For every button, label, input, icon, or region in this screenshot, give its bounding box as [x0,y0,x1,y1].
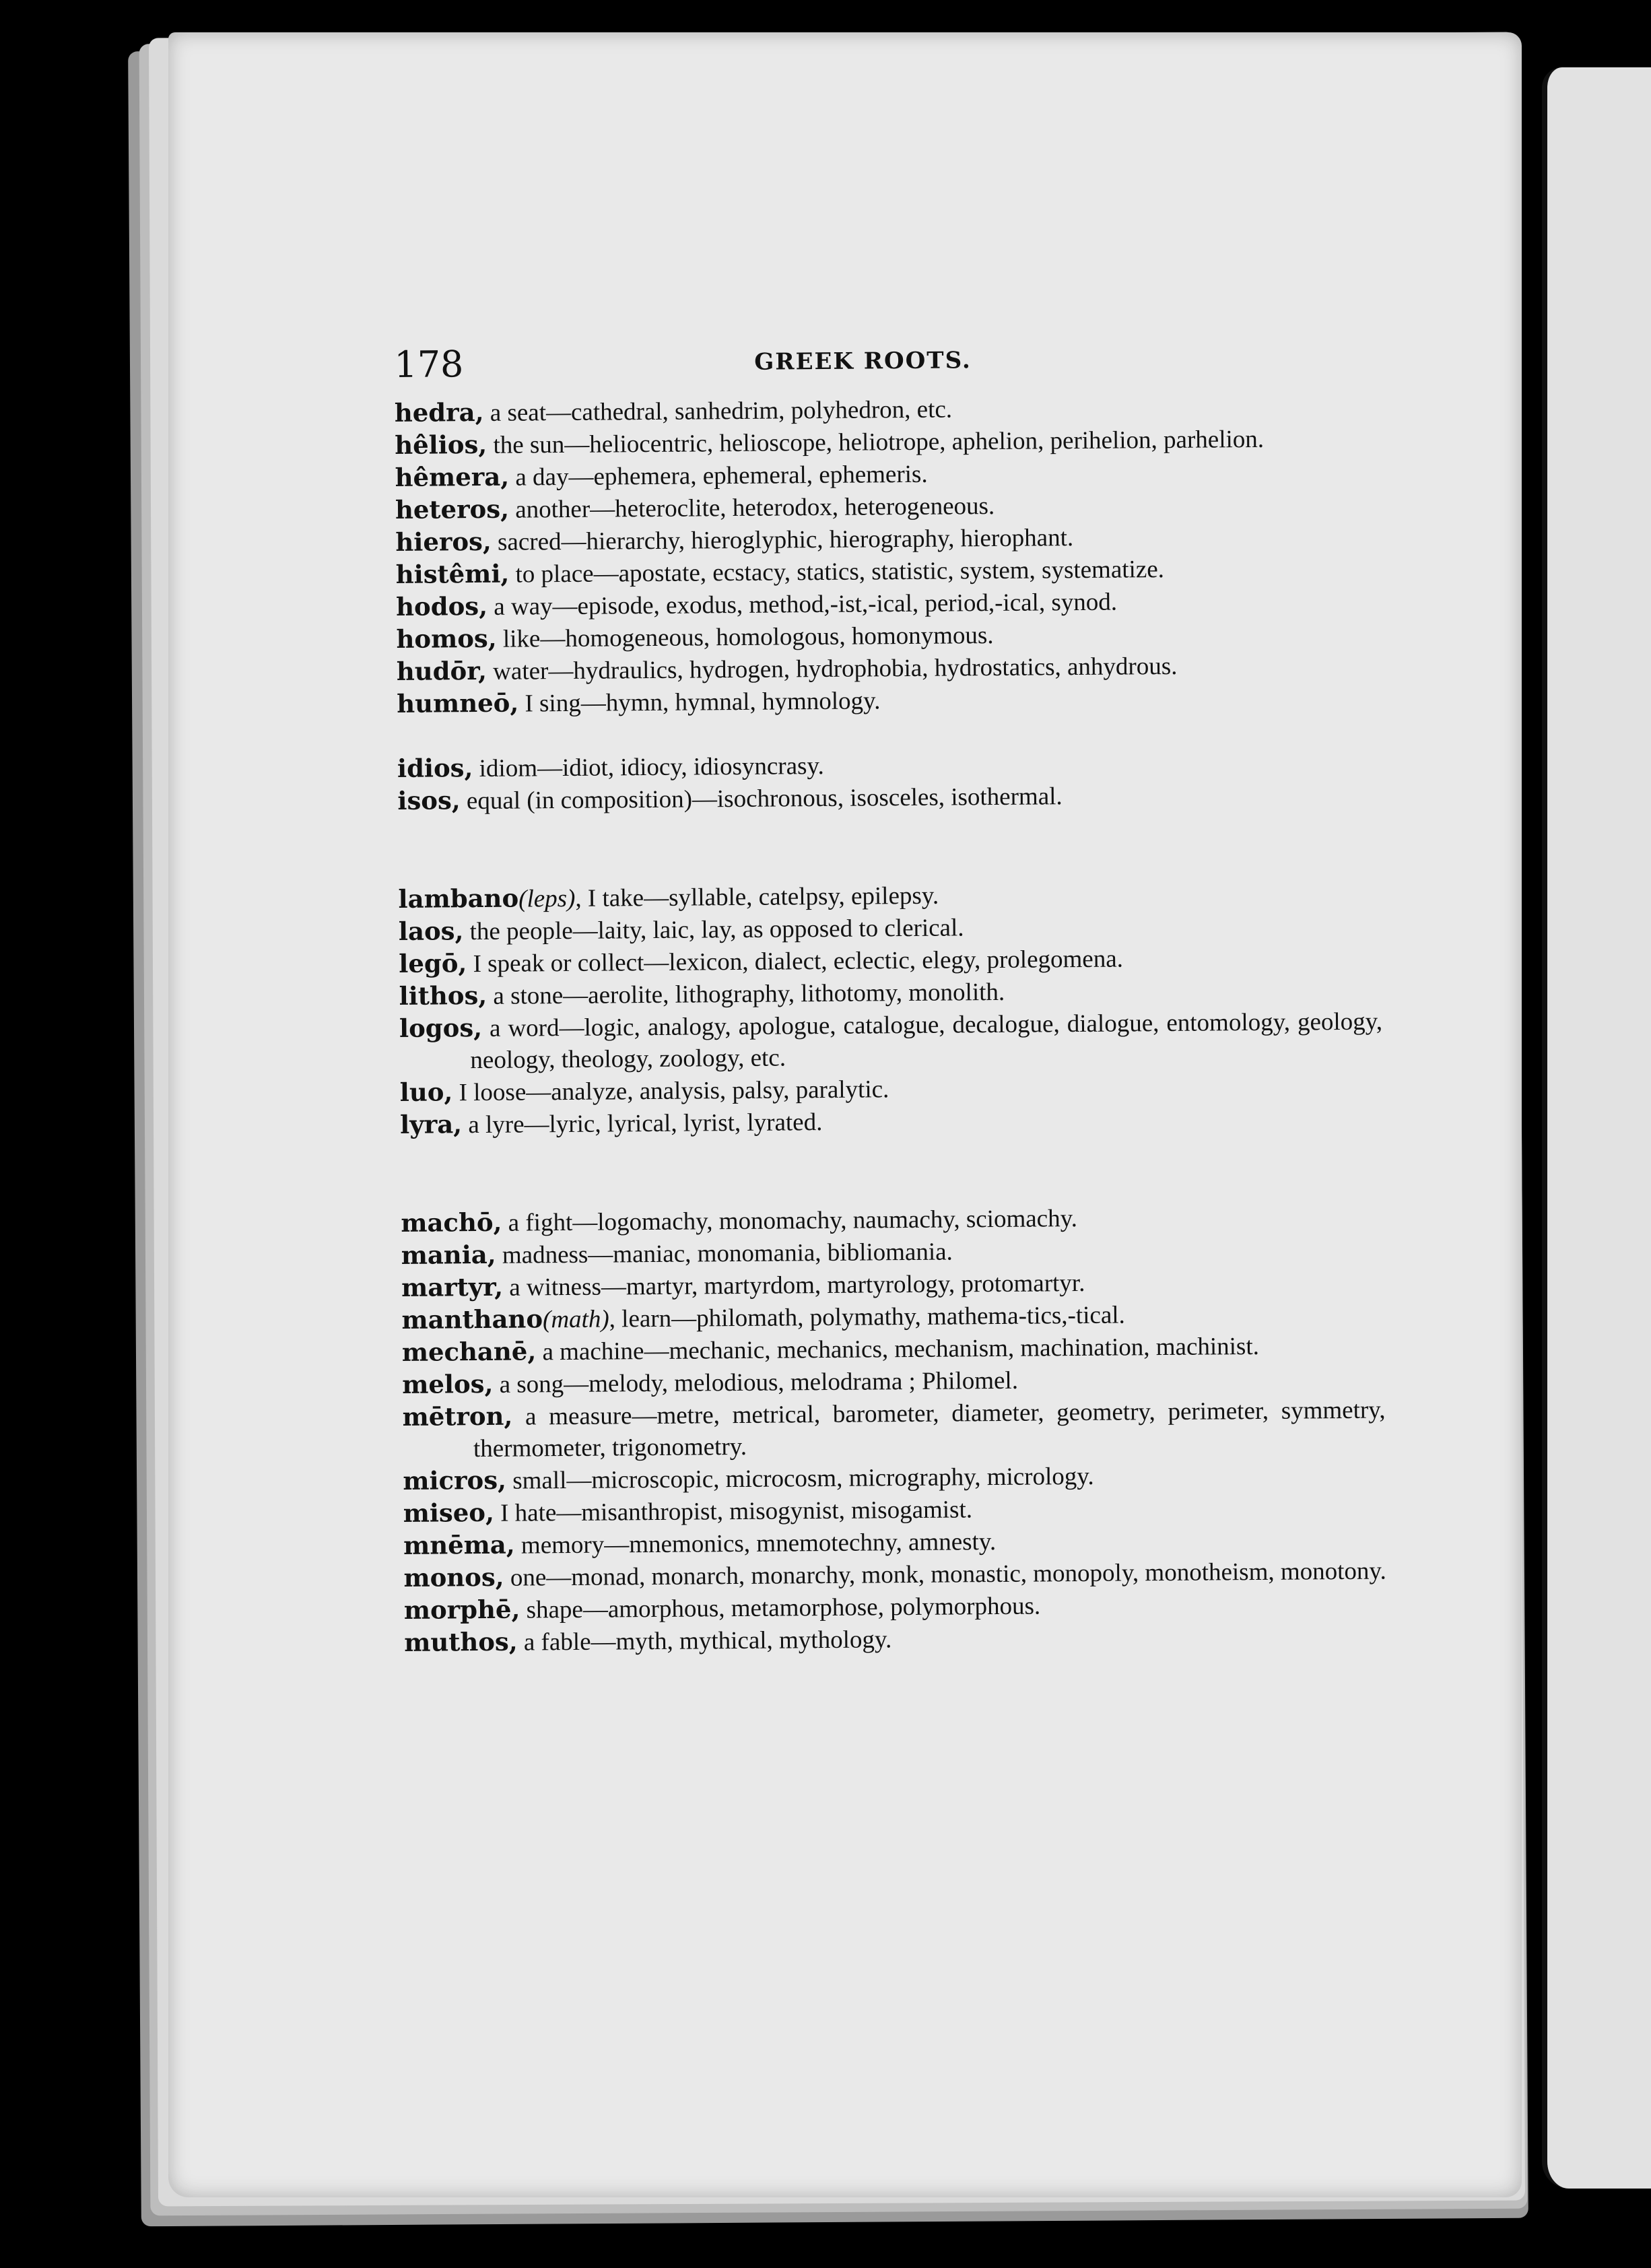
root-variant: (math) [542,1305,609,1334]
page-content [394,329,1387,1659]
root-word: homos, [396,623,497,654]
running-head: GREEK ROOTS. [754,347,972,376]
page-number: 178 [394,343,464,386]
root-word: morphē, [403,1594,520,1625]
root-word: lithos, [399,980,487,1011]
root-definition: I speak or collect—lexicon, dialect, eclectic, elegy, prolegomena. [467,945,1124,978]
root-word: machō, [401,1207,502,1238]
root-definition: equal (in composition)—isochronous, isosceles, isothermal. [460,782,1063,815]
root-definition: another—heteroclite, heterodox, heterogeneous. [508,492,995,524]
root-definition: to place—apostate, ecstacy, statics, statistic, system, systematize. [509,556,1165,589]
root-word: melos, [402,1368,494,1399]
root-definition: one—monad, monarch, monarchy, monk, monastic, monopoly, monotheism, monotony. [504,1557,1386,1592]
root-word: laos, [398,916,464,946]
root-word: miseo, [403,1497,495,1528]
root-word: isos, [397,785,461,815]
root-definition: a way—episode, exodus, method,-ist,-ical, period,-ical, synod. [487,588,1118,621]
root-definition: a measure—metre, metrical, barometer, diameter, geometry, perimeter, symmetry, thermometer, trigonometry. [473,1396,1386,1463]
root-definition: I sing—hymn, hymnal, hymnology. [518,687,881,718]
root-variant: (leps) [518,884,576,913]
root-word: luo, [399,1077,453,1107]
root-word: mētron, [402,1401,513,1432]
root-word: martyr, [401,1271,504,1302]
root-definition: a seat—cathedral, sanhedrim, polyhedron, etc. [483,395,953,427]
root-definition: small—microscopic, microcosm, micrography, micrology. [506,1462,1094,1495]
root-definition: a day—ephemera, ephemeral, ephemeris. [508,460,928,492]
root-definition: I hate—misanthropist, misogynist, misogamist. [494,1496,973,1527]
root-word: micros, [403,1465,507,1496]
root-definition: a stone—aerolite, lithography, lithotomy, monolith. [487,978,1005,1010]
root-definition: shape—amorphous, metamorphose, polymorphous. [520,1592,1041,1624]
root-definition: a fight—logomachy, monomachy, naumachy, sciomachy. [502,1205,1078,1237]
root-word: hodos, [395,591,488,622]
root-word: hudōr, [396,655,487,686]
root-word: hêmera, [395,461,510,492]
root-word: histêmi, [395,558,510,589]
root-word: hêlios, [395,429,487,460]
page-header [394,329,1378,397]
glossary-list [395,390,1388,1659]
root-word: mnēma, [403,1529,515,1560]
root-definition: a word—logic, analogy, apologue, catalogue, decalogue, dialogue, entomology, geology, neology, theology, zoology, etc. [470,1007,1383,1075]
root-word: muthos, [404,1626,518,1657]
root-word: lambano [398,883,519,914]
root-definition: like—homogeneous, homologous, homonymous. [496,622,994,653]
root-definition: a song—melody, melodious, melodrama ; Philomel. [493,1366,1019,1399]
glossary-entry [402,1393,1386,1465]
root-definition: a witness—martyr, martyrdom, martyrology, protomartyr. [502,1269,1085,1302]
root-word: humneō, [397,688,519,719]
root-definition: a lyre—lyric, lyrical, lyrist, lyrated. [461,1108,823,1139]
root-word: logos, [399,1013,483,1043]
root-word: monos, [403,1562,504,1593]
root-definition: a machine—mechanic, mechanics, mechanism, machination, machinist. [536,1332,1260,1366]
root-definition: , I take—syllable, catelpsy, epilepsy. [575,881,939,912]
root-definition: madness—maniac, monomania, bibliomania. [496,1238,953,1269]
section-gap [400,1133,1384,1207]
root-word: mechanē, [401,1336,537,1367]
root-word: lyra, [400,1109,463,1139]
root-definition: idiom—idiot, idiocy, idiosyncrasy. [473,752,824,783]
root-word: mania, [401,1239,496,1270]
root-word: manthano [401,1304,543,1335]
root-word: heteros, [395,494,510,525]
root-word: idios, [397,753,473,783]
root-word: hieros, [395,526,492,557]
root-definition: water—hydraulics, hydrogen, hydrophobia, hydrostatics, anhydrous. [486,652,1178,686]
root-definition: , learn—philomath, polymathy, mathema-tics,-tical. [609,1301,1126,1333]
root-definition: sacred—hierarchy, hieroglyphic, hierography, hierophant. [491,524,1074,556]
root-definition: the people—laity, laic, lay, as opposed to clerical. [463,914,964,946]
glossary-entry [399,1005,1383,1077]
root-definition: a fable—myth, mythical, mythology. [517,1626,892,1657]
root-definition: memory—mnemonics, mnemotechny, amnesty. [514,1528,997,1560]
adjacent-page [1542,67,1651,2189]
section-gap [398,810,1382,883]
root-definition: I loose—analyze, analysis, palsy, paralytic. [452,1075,889,1107]
root-definition: the sun—heliocentric, helioscope, heliotrope, aphelion, perihelion, parhelion. [487,425,1265,459]
root-word: legō, [399,948,467,978]
root-word: hedra, [394,397,484,428]
